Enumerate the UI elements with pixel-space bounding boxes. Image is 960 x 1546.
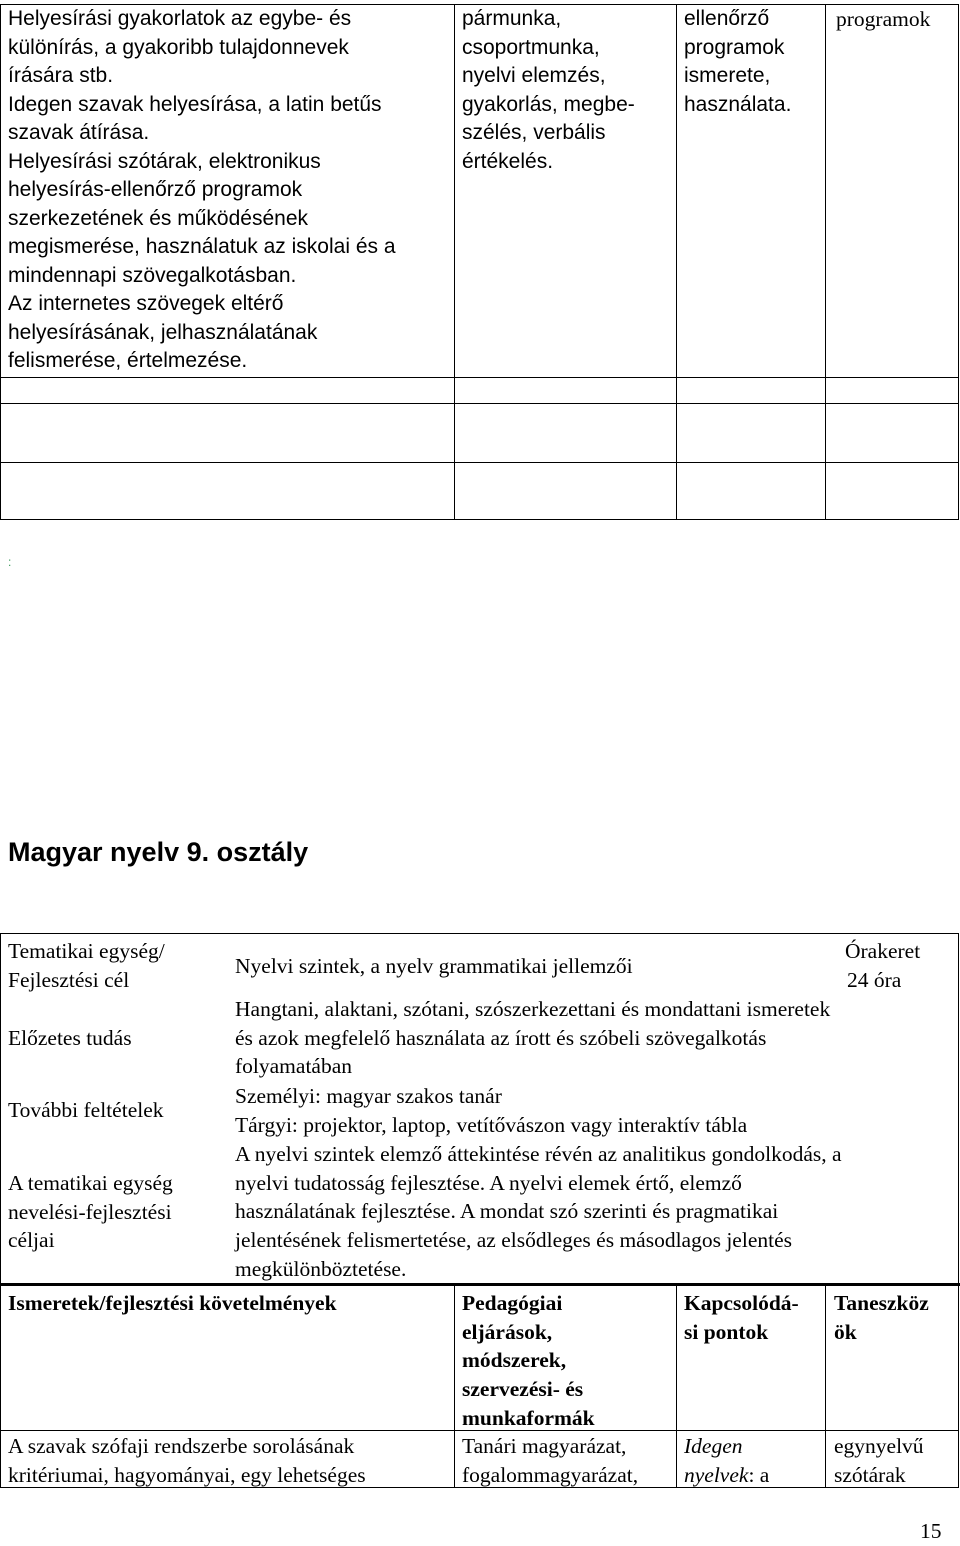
section-heading: Magyar nyelv 9. osztály: [8, 837, 309, 867]
top-table-border-bottom: [0, 519, 958, 520]
goals-value: A nyelvi szintek elemző áttekintése révén az analitikus gondolkodás, a nyelvi tudatosság fejlesztése. A nyelvi elemek értő, elemző használatának fejlesztése. A mondat szó szerinti és pragmatikai jelentésének felismertetése, az elsődleges és másodlagos jelentés megkülönböztetése.: [235, 1142, 842, 1281]
header-methods: Pedagógiai eljárások, módszerek, szervezési- és munkaformák: [462, 1291, 595, 1430]
top-table-border-row3: [0, 462, 958, 463]
top-table-divider-1: [454, 4, 455, 520]
main-table-border-right: [958, 1285, 959, 1488]
prior-knowledge-value: Hangtani, alaktani, szótani, szószerkezettani és mondattani ismeretek és azok megfelelő használata az írott és szóbeli szövegalkotás folyamatában: [235, 997, 831, 1079]
top-table-divider-3: [825, 4, 826, 520]
main-table-border-left: [0, 1285, 1, 1488]
row1-connections-rest: : a: [748, 1462, 770, 1487]
hours-label: Órakeret: [845, 939, 921, 963]
info-table-border-right: [958, 933, 959, 1285]
info-table-border-top: [0, 933, 958, 934]
hours-value: 24 óra: [847, 968, 902, 992]
conditions-label: További feltételek: [8, 1098, 164, 1122]
stray-mark: :: [8, 555, 12, 569]
conditions-personal: Személyi: magyar szakos tanár: [235, 1084, 502, 1108]
top-table-border-left: [0, 4, 1, 520]
page-number: 15: [920, 1519, 942, 1543]
row1-tools: egynyelvű szótárak: [834, 1434, 924, 1487]
main-table-divider-2: [676, 1285, 677, 1488]
top-table-border-right: [958, 4, 959, 520]
top-table-cell-requirements: Helyesírási gyakorlatok az egybe- és különírás, a gyakoribb tulajdonnevek írására stb. Idegen szavak helyesírása, a latin betűs szavak átírása. Helyesírási szótárak, elektronikus helyesírás-ellenőrző programok szerkezetének és működésének megismerése, használatuk az iskolai és a mindennapi szövegalkotásban. Az internetes szövegek eltérő helyesírásának, jelhasználatának felismerése, értelmezése.: [8, 7, 396, 372]
header-connections: Kapcsolódá- si pontok: [684, 1291, 799, 1344]
top-table-cell-methods: pármunka, csoportmunka, nyelvi elemzés, gyakorlás, megbe- szélés, verbális értékelés.: [462, 7, 635, 173]
top-table-border-mid: [0, 377, 958, 378]
header-tools: Taneszköz ök: [834, 1291, 929, 1344]
top-table-cell-connections: ellenőrző programok ismerete, használata.: [684, 7, 792, 116]
row1-connections-subject: Idegen nyelvek: [684, 1434, 749, 1487]
row1-requirements: A szavak szófaji rendszerbe sorolásának kritériumai, hagyományai, egy lehetséges: [8, 1434, 366, 1487]
top-table-divider-2: [676, 4, 677, 520]
conditions-material: Tárgyi: projektor, laptop, vetítővászon vagy interaktív tábla: [235, 1113, 748, 1137]
main-table-divider-1: [454, 1285, 455, 1488]
top-table-border-row2: [0, 403, 958, 404]
topic-value: Nyelvi szintek, a nyelv grammatikai jellemzői: [235, 954, 633, 978]
goals-label: A tematikai egység nevelési-fejlesztési céljai: [8, 1171, 173, 1253]
prior-knowledge-label: Előzetes tudás: [8, 1026, 132, 1050]
row1-methods: Tanári magyarázat, fogalommagyarázat,: [462, 1434, 639, 1487]
row1-connections: [684, 1432, 769, 1489]
top-table-cell-tools: programok: [836, 7, 931, 31]
header-requirements: Ismeretek/fejlesztési követelmények: [8, 1291, 337, 1315]
topic-label: Tematikai egység/ Fejlesztési cél: [8, 939, 165, 992]
info-table-border-left: [0, 933, 1, 1285]
main-table-divider-3: [825, 1285, 826, 1488]
